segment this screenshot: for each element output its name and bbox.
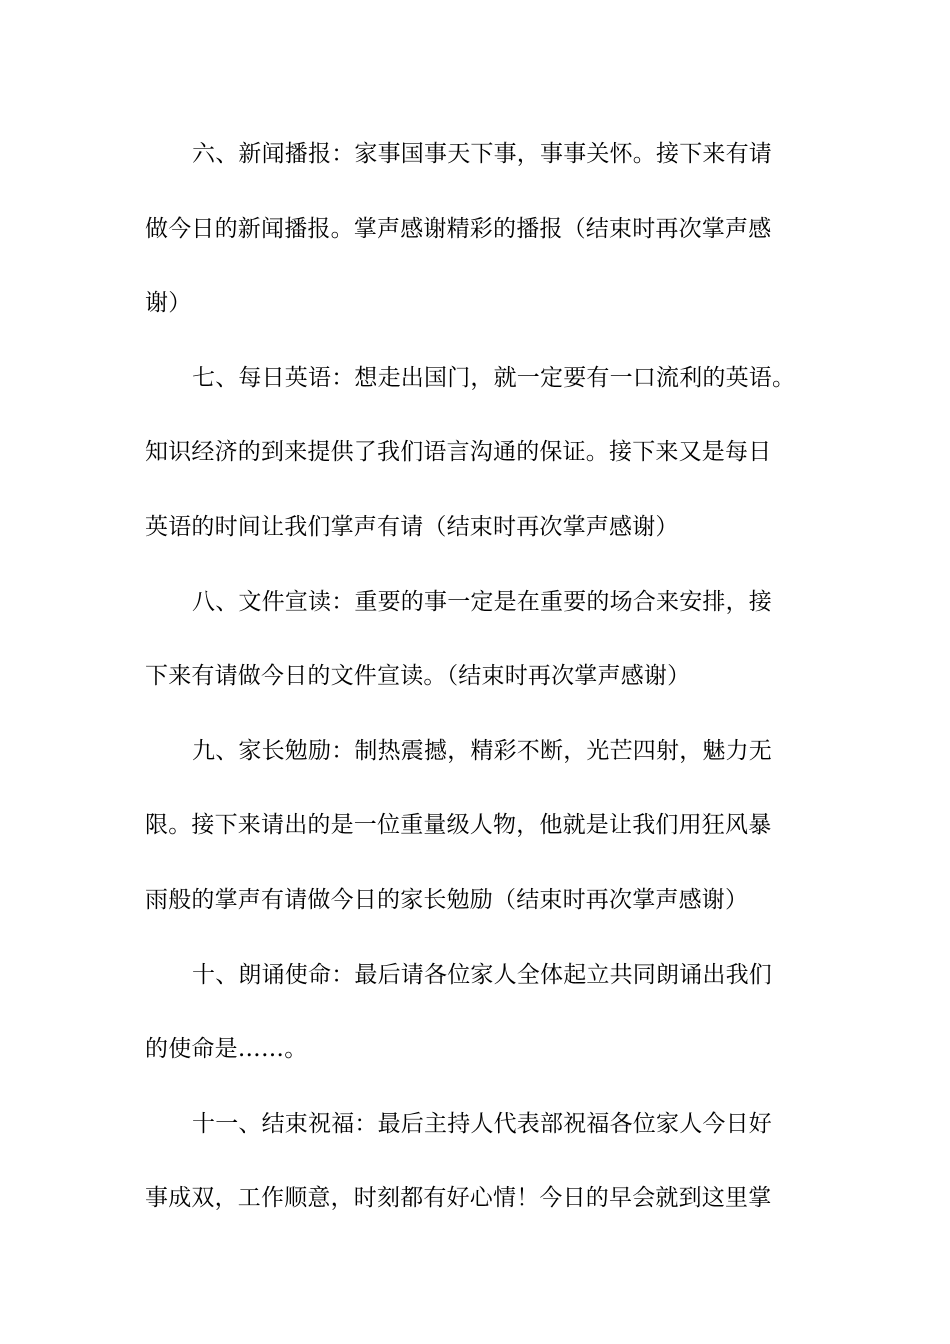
paragraph-line: 雨般的掌声有请做今日的家长勉励（结束时再次掌声感谢） [145,886,749,913]
paragraph-line: 十一、结束祝福：最后主持人代表部祝福各位家人今日好 [192,1110,772,1137]
paragraph-line: 八、文件宣读：重要的事一定是在重要的场合来安排，接 [192,588,772,615]
paragraph-mission-recital [145,938,815,1087]
paragraph-parent-encouragement [145,714,815,938]
paragraph-line: 限。接下来请出的是一位重量级人物，他就是让我们用狂风暴 [145,812,772,839]
paragraph-line: 十、朗诵使命：最后请各位家人全体起立共同朗诵出我们 [192,961,772,988]
paragraph-daily-english [145,341,815,565]
paragraph-line: 下来有请做今日的文件宣读。（结束时再次掌声感谢） [145,663,691,690]
paragraph-line: 的使命是……。 [145,1036,308,1063]
paragraph-line: 六、新闻播报：家事国事天下事，事事关怀。接下来有请 [192,141,772,167]
paragraph-line: 七、每日英语：想走出国门，就一定要有一口流利的英语。 [192,364,796,391]
paragraph-line: 事成双，工作顺意，时刻都有好心情！今日的早会就到这里掌 [145,1185,772,1212]
document-body [145,117,815,1236]
paragraph-line: 知识经济的到来提供了我们语言沟通的保证。接下来又是每日 [145,439,772,466]
paragraph-news-broadcast [145,117,815,341]
paragraph-line: 做今日的新闻播报。掌声感谢精彩的播报（结束时再次掌声感 [145,215,772,242]
paragraph-line: 九、家长勉励：制热震撼，精彩不断，光芒四射，魅力无 [192,737,772,764]
paragraph-line: 英语的时间让我们掌声有请（结束时再次掌声感谢） [145,513,679,540]
paragraph-document-reading [145,565,815,714]
paragraph-closing-blessing [145,1087,815,1236]
paragraph-line: 谢） [145,290,192,317]
